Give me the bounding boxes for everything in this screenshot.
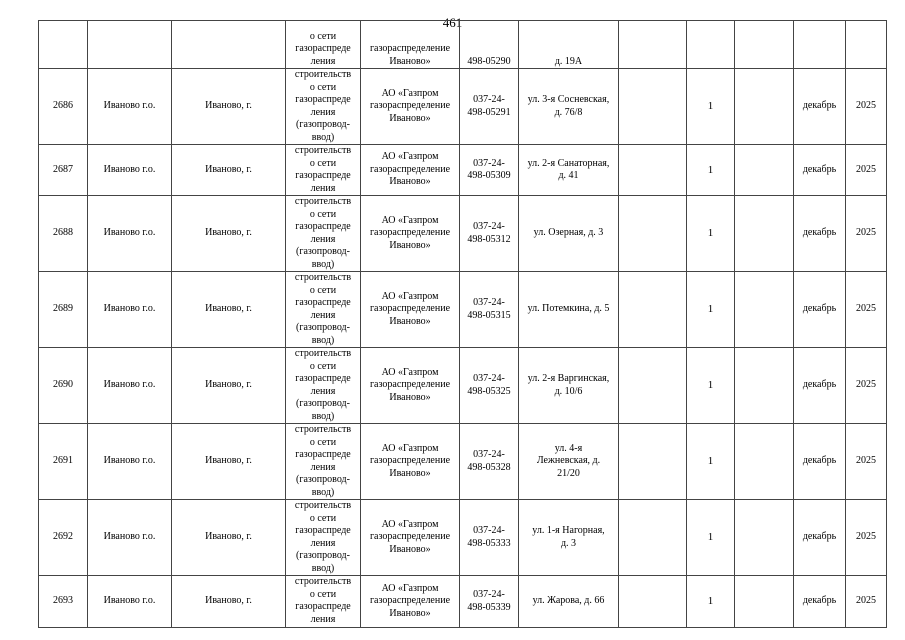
cell-month: декабрь xyxy=(794,272,846,348)
cell-empty xyxy=(619,348,687,424)
cell-year: 2025 xyxy=(846,196,887,272)
cell-year: 2025 xyxy=(846,500,887,576)
cell-organization: газораспределение Иваново» xyxy=(361,21,460,69)
cell-empty xyxy=(735,145,794,196)
cell-work-type: строительств о сети газораспреде ления (газопровод- ввод) xyxy=(286,500,361,576)
cell-quantity: 1 xyxy=(687,500,735,576)
cell-year: 2025 xyxy=(846,424,887,500)
cell-empty xyxy=(619,196,687,272)
page-number: 461 xyxy=(442,15,463,30)
cell-year: 2025 xyxy=(846,348,887,424)
cell-number xyxy=(39,21,88,69)
cell-empty xyxy=(735,196,794,272)
cell-organization: АО «Газпром газораспределение Иваново» xyxy=(361,145,460,196)
cell-work-type: строительств о сети газораспреде ления (газопровод- ввод) xyxy=(286,348,361,424)
cell-municipality: Иваново г.о. xyxy=(88,69,172,145)
cell-empty xyxy=(619,69,687,145)
cell-quantity xyxy=(687,21,735,69)
cell-address: ул. 2-я Санаторная, д. 41 xyxy=(519,145,619,196)
cell-month: декабрь xyxy=(794,196,846,272)
cell-organization: АО «Газпром газораспределение Иваново» xyxy=(361,348,460,424)
cell-empty xyxy=(735,21,794,69)
cell-quantity: 1 xyxy=(687,576,735,628)
cell-month: декабрь xyxy=(794,145,846,196)
cell-locality: Иваново, г. xyxy=(172,576,286,628)
cell-work-type: строительств о сети газораспреде ления xyxy=(286,145,361,196)
cell-organization: АО «Газпром газораспределение Иваново» xyxy=(361,69,460,145)
cell-code: 037-24- 498-05339 xyxy=(460,576,519,628)
cell-code: 037-24- 498-05328 xyxy=(460,424,519,500)
table-row xyxy=(39,424,887,500)
cell-year: 2025 xyxy=(846,69,887,145)
cell-address: ул. Озерная, д. 3 xyxy=(519,196,619,272)
cell-municipality: Иваново г.о. xyxy=(88,424,172,500)
table-row xyxy=(39,500,887,576)
cell-month: декабрь xyxy=(794,348,846,424)
cell-municipality: Иваново г.о. xyxy=(88,145,172,196)
cell-code: 037-24- 498-05309 xyxy=(460,145,519,196)
cell-year xyxy=(846,21,887,69)
cell-quantity: 1 xyxy=(687,196,735,272)
cell-number: 2689 xyxy=(39,272,88,348)
cell-work-type: строительств о сети газораспреде ления (газопровод- ввод) xyxy=(286,272,361,348)
cell-municipality: Иваново г.о. xyxy=(88,348,172,424)
cell-address: ул. 1-я Нагорная, д. 3 xyxy=(519,500,619,576)
cell-number: 2690 xyxy=(39,348,88,424)
cell-code: 037-24- 498-05333 xyxy=(460,500,519,576)
cell-empty xyxy=(735,272,794,348)
cell-locality: Иваново, г. xyxy=(172,272,286,348)
cell-locality: Иваново, г. xyxy=(172,348,286,424)
cell-organization: АО «Газпром газораспределение Иваново» xyxy=(361,196,460,272)
cell-empty xyxy=(619,576,687,628)
cell-month: декабрь xyxy=(794,576,846,628)
cell-empty xyxy=(619,500,687,576)
cell-locality: Иваново, г. xyxy=(172,424,286,500)
cell-empty xyxy=(735,576,794,628)
cell-quantity: 1 xyxy=(687,424,735,500)
cell-organization: АО «Газпром газораспределение Иваново» xyxy=(361,500,460,576)
cell-quantity: 1 xyxy=(687,69,735,145)
cell-year: 2025 xyxy=(846,576,887,628)
cell-work-type: строительств о сети газораспреде ления xyxy=(286,576,361,628)
registry-table xyxy=(38,20,887,628)
cell-address: ул. 4-я Лежневская, д. 21/20 xyxy=(519,424,619,500)
cell-address: ул. 2-я Варгинская, д. 10/6 xyxy=(519,348,619,424)
cell-code: 037-24- 498-05325 xyxy=(460,348,519,424)
cell-work-type: строительств о сети газораспреде ления (газопровод- ввод) xyxy=(286,424,361,500)
cell-month xyxy=(794,21,846,69)
cell-code: 037-24- 498-05315 xyxy=(460,272,519,348)
cell-empty xyxy=(619,272,687,348)
cell-number: 2686 xyxy=(39,69,88,145)
table-row-partial xyxy=(39,21,887,69)
table-row xyxy=(39,69,887,145)
cell-empty xyxy=(735,348,794,424)
cell-number: 2691 xyxy=(39,424,88,500)
cell-number: 2692 xyxy=(39,500,88,576)
cell-municipality: Иваново г.о. xyxy=(88,196,172,272)
cell-organization: АО «Газпром газораспределение Иваново» xyxy=(361,424,460,500)
cell-number: 2687 xyxy=(39,145,88,196)
cell-work-type: строительств о сети газораспреде ления (газопровод- ввод) xyxy=(286,69,361,145)
cell-year: 2025 xyxy=(846,145,887,196)
cell-empty xyxy=(735,69,794,145)
cell-municipality: Иваново г.о. xyxy=(88,500,172,576)
cell-organization: АО «Газпром газораспределение Иваново» xyxy=(361,576,460,628)
table-row xyxy=(39,196,887,272)
table-row xyxy=(39,145,887,196)
cell-number: 2693 xyxy=(39,576,88,628)
cell-code: 037-24- 498-05291 xyxy=(460,69,519,145)
cell-empty xyxy=(735,500,794,576)
cell-address: ул. Жарова, д. 66 xyxy=(519,576,619,628)
cell-locality xyxy=(172,21,286,69)
table-row xyxy=(39,576,887,628)
cell-locality: Иваново, г. xyxy=(172,69,286,145)
cell-empty xyxy=(619,21,687,69)
cell-municipality: Иваново г.о. xyxy=(88,576,172,628)
cell-year: 2025 xyxy=(846,272,887,348)
cell-address: ул. Потемкина, д. 5 xyxy=(519,272,619,348)
cell-month: декабрь xyxy=(794,69,846,145)
table-row xyxy=(39,272,887,348)
cell-month: декабрь xyxy=(794,500,846,576)
cell-municipality: Иваново г.о. xyxy=(88,272,172,348)
cell-month: декабрь xyxy=(794,424,846,500)
cell-municipality xyxy=(88,21,172,69)
table-row xyxy=(39,348,887,424)
cell-address: д. 19А xyxy=(519,21,619,69)
cell-organization: АО «Газпром газораспределение Иваново» xyxy=(361,272,460,348)
cell-quantity: 1 xyxy=(687,348,735,424)
cell-empty xyxy=(619,424,687,500)
cell-address: ул. 3-я Сосневская, д. 76/8 xyxy=(519,69,619,145)
cell-work-type: о сети газораспреде ления xyxy=(286,21,361,69)
cell-locality: Иваново, г. xyxy=(172,500,286,576)
cell-quantity: 1 xyxy=(687,145,735,196)
cell-quantity: 1 xyxy=(687,272,735,348)
cell-locality: Иваново, г. xyxy=(172,196,286,272)
cell-number: 2688 xyxy=(39,196,88,272)
cell-locality: Иваново, г. xyxy=(172,145,286,196)
cell-empty xyxy=(619,145,687,196)
cell-code: 037-24- 498-05312 xyxy=(460,196,519,272)
cell-empty xyxy=(735,424,794,500)
cell-code: 498-05290 xyxy=(460,21,519,69)
cell-work-type: строительств о сети газораспреде ления (газопровод- ввод) xyxy=(286,196,361,272)
